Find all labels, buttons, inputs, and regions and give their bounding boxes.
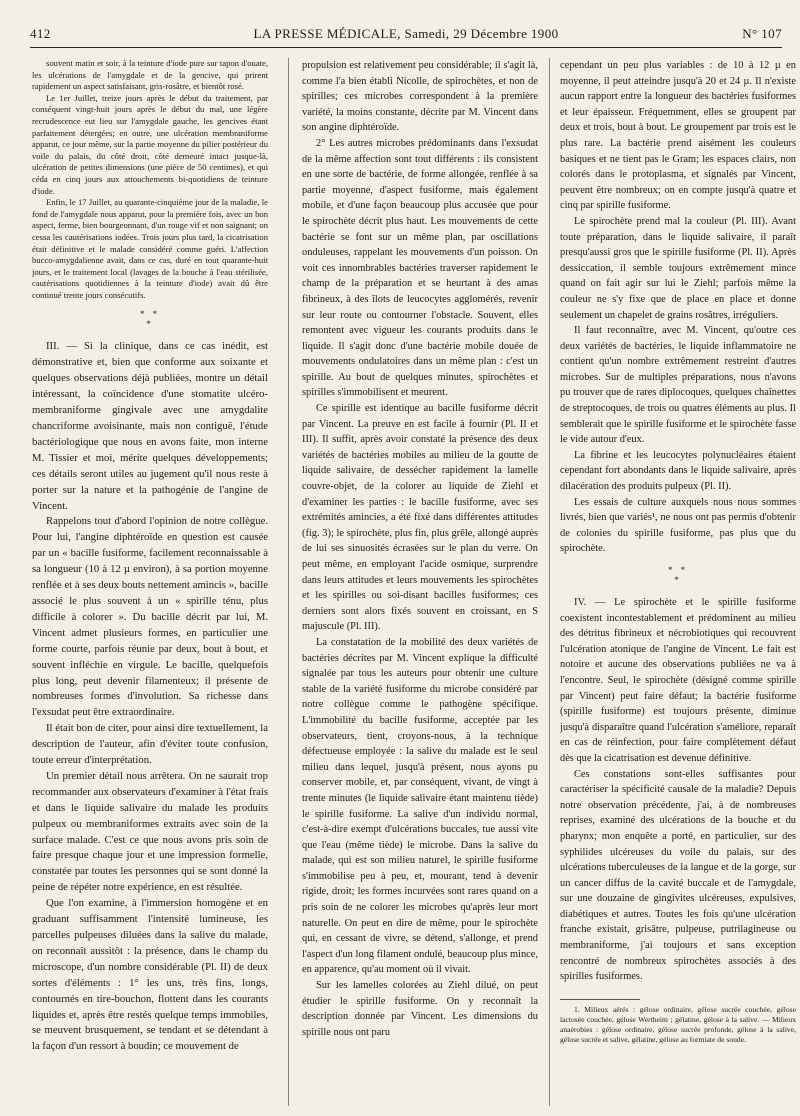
paragraph: 2° Les autres microbes prédominants dans l'exsudat de la même affection sont tout différents : ils consistent en une sorte de bactérie, de forme allongée, renflée à sa partie moyenne, d'aspect fusiforme, mais également mobile, et d'une façon beaucoup plus accusée que pour le spirochète décrit plus haut. Les mouvements de cette bactérie se font sur un même plan, par oscillations onduleuses, rappelant les mouvements d'un poisson. On voit ces innombrables bactéries traverser rapidement le champ de la préparation et se heurtant à des amas fibrineux, à des îlots de leucocytes agglomérés, revenir sur leur route ou contourner l'obstacle. Souvent, elles remontent avec vigueur les courants produits dans le liquide. Il s'agit donc d'une bactérie mobile douée de mouvements ondulatoires dans un même plan : c'est un spirille. Au bout de quelques minutes, spirochètes et spirilles s'immobilisent et meurent.	[302, 137, 538, 399]
paragraph: Ces constations sont-elles suffisantes pour caractériser la spécificité causale de la maladie? Depuis notre observation précédente, j'ai, à de nombreuses reprises, examiné des ulcérations de la bouche et du pharynx; mon enquête a porté, en particulier, sur des syphilides ulcéreuses du voile du palais, sur des ulcérations tuberculeuses de la langue et de la gorge, sur un cancer diffus de la cavité buccale et de l'amygdale, sur une douzaine de gingivites ulcéreuses, expulsives, diabétiques et autres. Toutes les fois qu'une ulcération franche existait, grisâtre, pulpeuse, putrilagineuse ou membraniforme, j'ai toujours et sans exception rencontré de nombreux spirochètes associés à des spirilles fusiformes.	[560, 768, 796, 983]
paragraph: Le 1er Juillet, treize jours après le début du traitement, par conséquent vingt-huit jours après le début du mal, une légère recrudescence eut lieu sur l'amygdale gauche, les gencives étant parfaitement détergées; en outre, une ulcération membraniforme apparut, ce jour même, sur la partie moyenne du pilier postérieur du voile du palais, du côté droit, côté demeuré intact jusque-là, ulcération de petites dimensions (une pièce de 50 centimes), et qui céda en cinq jours aux attouchements bi-quotidiens de teinture d'iode.	[32, 92, 268, 196]
paragraph: Sur les lamelles colorées au Ziehl dilué, on peut étudier le spirille fusiforme. On y reconnaît la description donnée par Vincent. Les dimensions du spirille nous ont paru	[302, 980, 538, 1038]
paragraph: souvent matin et soir, à la teinture d'iode pure sur tapon d'ouate, les ulcérations de l'amygdale et de la gencive, qui prirent rapidement un aspect satisfaisant, gris-rosâtre, et bientôt rosé.	[32, 58, 268, 92]
journal-running-title: LA PRESSE MÉDICALE, Samedi, 29 Décembre 1900	[253, 26, 559, 41]
footnote: 1. Milieux aérés : gélose ordinaire, gélose sucrée couchée, gélose lactosée couchée, gélose Wertheim ; gélatine, gélose à la salive. — Milieux anaérobies : gélose ordinaire, gélose sucrée profonde, gélose à la salive, gélose sucrée et salive, gélatine, gélose au formiate de soude.	[560, 1004, 796, 1045]
paragraph: Les essais de culture auxquels nous nous sommes livrés, bien que variés¹, ne nous ont pas permis d'obtenir de colonies du spirille fusiforme, pas plus que du spirochète.	[560, 496, 796, 555]
paragraph: cependant un peu plus variables : de 10 à 12 µ en moyenne, il peut atteindre jusqu'à 20 et 24 µ. Il n'existe aucun rapport entre la longueur des bactéries fusiformes et leur épaisseur. Fréquemment, elles se groupent par deux et trois, bout à bout. Le groupement par trois est le plus rare. La bactérie prend aisément les couleurs basiques et ne tient pas le Gram; les espaces clairs, non colorés dans le protoplasma, et signalés par Vincent, peuvent être nombreux; on en compte jusqu'à quatre et cinq par spirille fusiforme.	[560, 60, 796, 212]
paragraph: Rappelons tout d'abord l'opinion de notre collègue. Pour lui, l'angine diphtéroïde en question est causée par un « bacille fusiforme, facilement reconnaissable à sa longueur (10 à 12 µ environ), à sa portion moyenne renflée et à ses deux bouts nettement amincis », bacille associé le plus souvent à un « spirille ténu, plus difficile à colorer ». Du bacille décrit par lui, M. Vincent admet plusieurs formes, en particulier une forme courte, parfois réunie par deux, bout à bout, et souvent infléchie en virgule. Le bacille, quelquefois plus long, peut devenir filamenteux; il présente de nombreuses formes d'involution. Sa richesse dans l'exsudat peut être extraordinaire.	[32, 515, 268, 719]
paragraph: Un premier détail nous arrêtera. On ne saurait trop recommander aux observateurs d'examiner à l'état frais et dans le liquide salivaire du malade les produits pulpeux ou membraniformes extraits avec soin de la surface malade. C'est ce que nous avons pris soin de faire presque chaque jour et une impression formelle, constatée par toutes les personnes qui se sont donné la peine de répéter notre expérience, en est résultée.	[32, 769, 268, 894]
paragraph: IV. — Le spirochète et le spirille fusiforme coexistent incontestablement et prédominent au milieu des détritus fibrineux et nécrobiotiques qui recouvrent l'ulcération atonique de l'angine de Vincent. Le fait est notoire et aucune des observations publiées ne va à l'encontre. Seul, le spirochète (désigné comme spirille par Vincent) peut faire défaut; la bactérie fusiforme (spirille fusiforme) est toujours présente, diminue jusqu'à disparaître quand l'ulcération s'améliore, reparaît en cas de réinfection, pour faire complètement défaut dès que la cicatrisation est devenue définitive.	[560, 597, 796, 764]
page-header	[30, 26, 782, 48]
column-divider	[549, 58, 550, 1106]
paragraph: Enfin, le 17 Juillet, au quarante-cinquième jour de la maladie, le fond de l'amygdale nous apparut, pour la première fois, avec un bon aspect, ferme, bien bourgeonnant, d'un rouge vif et non saignant; on cessa les cautérisations iodées. Trois jours plus tard, la cicatrisation était définitive et le malade considéré comme guéri. L'affection bucco-amygdalienne avait, dans ce cas, duré en tout quarante-huit jours, et le traitement local (lavages de la bouche à l'eau stérilisée, cautérisations quotidiennes à la teinture d'iode) avait dû être continué trente jours consécutifs.	[32, 197, 268, 300]
column-1	[32, 58, 268, 1108]
section-separator: * * *	[667, 565, 689, 585]
section-separator: * * *	[139, 309, 161, 330]
issue-number: N° 107	[742, 26, 782, 41]
paragraph: Il faut reconnaître, avec M. Vincent, qu'outre ces deux variétés de bactéries, le liquide inflammatoire ne contient qu'un nombre extrêmement restreint d'autres microbes. Sur de multiples préparations, nous n'avons pu trouver que de rares diplocoques, quelques chaînettes de streptocoques, de trois ou quatres éléments au plus. Il semblerait que le spirille fusiforme et le spirochète fasse le vide autour d'eux.	[560, 325, 796, 446]
column-2	[302, 58, 538, 1108]
paragraph: III. — Si la clinique, dans ce cas inédit, est démonstrative et, bien que conforme aux soixante et quelques observations déjà publiées, montre un détail intéressant, la coïncidence d'une stomatite ulcéro-membraniforme gingivale avec une amygdalite chancriforme avoisinante, mais non contiguë, l'étude bactériologique que nous en avons faite, mon interne M. Tissier et moi, mérite quelques développements; ces détails seront utiles au jugement qu'il nous reste à porter sur la nature et la pathogénie de l'angine de Vincent.	[32, 340, 268, 512]
paragraph: Le spirochète prend mal la couleur (Pl. III). Avant toute préparation, dans le liquide salivaire, il paraît presqu'aussi gros que le spirille fusiforme (Pl. II). Après dessiccation, il semble toujours extrêmement mince quand on fait agir sur lui le Ziehl; parfois même la couleur ne s'y fixe que de place en place et donne seulement un chapelet de grains rosâtres, irréguliers.	[560, 215, 796, 321]
paragraph: Il était bon de citer, pour ainsi dire textuellement, la description de l'auteur, afin d'éviter toute confusion, toute erreur d'interprétation.	[32, 722, 268, 767]
page-number: 412	[30, 26, 51, 41]
paragraph: La constatation de la mobilité des deux variétés de bactéries décrites par M. Vincent explique la difficulté signalée par tous les auteurs pour obtenir une culture stable de la variété fusiforme du microbe considéré par notre collègue comme le pathogène spécifique. L'immobilité du bacille fusiforme, acceptée par les observateurs, tient, croyons-nous, à la technique défectueuse employée : la salive du malade est le seul milieu dans lequel, jusqu'à présent, nous ayons pu conserver mobile, et, par conséquent, vivant, de vingt à trente minutes (le liquide salivaire étant maintenu tiède) le spirille fusiforme. La salive d'un individu normal, c'est-à-dire exempt d'ulcérations buccales, tue aussi vite que l'eau (même tiède) le microbe. Dans la salive du malade, qui est son milieu naturel, le spirille fusiforme s'immobilise peu à peu, et, mourant, tend à devenir rigide, droit; les formes incurvées sont rares quand on a pris soin de ne colorer les microbes qu'après leur mort naturelle. On peut en dire de même, pour le spirochète qui, en cessant de vivre, se détend, s'allonge, et prend l'aspect d'un long filament ondulé, beaucoup plus mince, en apparence, qu'au moment où il vivait.	[302, 636, 538, 976]
column-3	[560, 58, 796, 1108]
column-divider	[288, 58, 289, 1106]
paragraph: propulsion est relativement peu considérable; il s'agit là, comme l'a bien établi Nicolle, de spirochètes, et non de spirilles; ces microbes correspondent à la première variété, la moins constante, décrite par M. Vincent dans son angine diphtéroïde.	[302, 60, 538, 134]
header-rule	[30, 47, 782, 48]
paragraph: La fibrine et les leucocytes polynucléaires étaient cependant fort abondants dans le liquide salivaire, après dilacération des produits pulpeux (Pl. II).	[560, 449, 796, 493]
paragraph: Que l'on examine, à l'immersion homogène et en graduant suffisamment l'intensité lumineuse, les parcelles pulpeuses diluées dans la salive du malade, on reconnaît aussitôt : la présence, dans le champ du microscope, d'un nombre considérable (Pl. II) de deux sortes d'éléments : 1° les uns, très fins, longs, contournés en tire-bouchon, flottent dans les courants liquides et, après être restés quelque temps immobiles, se meuvent brusquement, se tendant et se détendant à la façon d'un ressort à boudin; ce mouvement de	[32, 897, 268, 1053]
footnote-rule	[560, 999, 640, 1000]
paragraph: Ce spirille est identique au bacille fusiforme décrit par Vincent. La preuve en est facile à fournir (Pl. II et III). Il suffit, après avoir constaté la présence des deux variétés de bactéries mobiles au milieu de la goutte de liquide salivaire, de dessécher rapidement la lamelle couvre-objet, de la colorer au liquide de Ziehl et d'examiner les parties : le bacille fusiforme, avec ses extrémités amincies, a été fixé dans différentes attitudes (fig. 3); le spirochète, plus fin, plus grêle, allongé auprès de lui ses sinuosités écrasées sur le plan du verre. On peut même, en employant l'acide osmique, surprendre dans leurs attitudes et leurs mouvements les spirochètes et les spirilles ou soi-disant bacilles fusiformes; ces derniers sont alors fixés souvent en croissant, en S majuscule (Pl. III).	[302, 403, 538, 633]
